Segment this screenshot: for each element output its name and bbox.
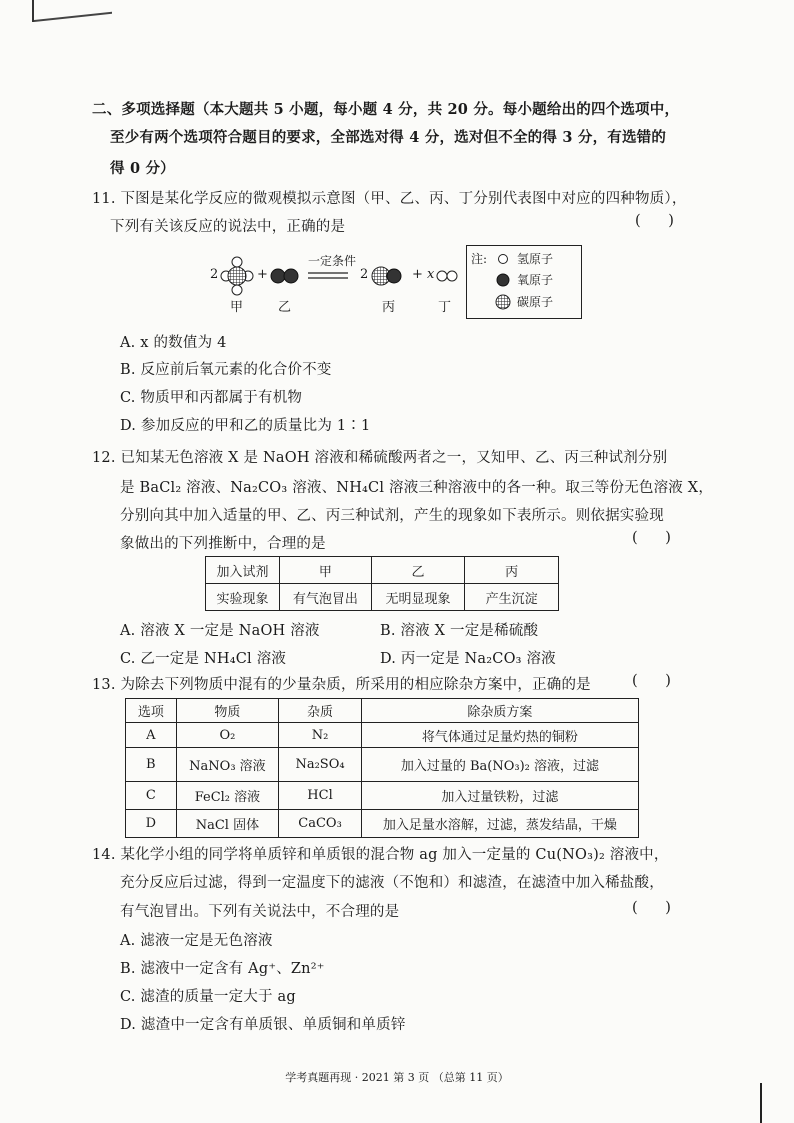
q14-stem-line2: 充分反应后过滤，得到一定温度下的滤液（不饱和）和滤渣，在滤渣中加入稀盐酸， <box>120 875 664 891</box>
q13-cell: O₂ <box>176 723 279 748</box>
legend-title: 注: <box>471 252 488 266</box>
q14-stem-line1: 14. 某化学小组的同学将单质锌和单质银的混合物 ag 加入一定量的 Cu(NO₃)₂ 溶液中， <box>92 847 669 863</box>
q11-stem-line1: 11. 下图是某化学反应的微观模拟示意图（甲、乙、丙、丁分别代表图中对应的四种物质）， <box>92 191 687 207</box>
oxygen-atom-icon <box>497 274 509 286</box>
q13-cell: NaCl 固体 <box>176 810 279 838</box>
q14-option-c[interactable]: C. 滤渣的质量一定大于 ag <box>120 989 296 1005</box>
reaction-condition: 一定条件 <box>308 254 357 268</box>
table-row <box>126 723 639 748</box>
q13-cell: HCl <box>279 782 362 810</box>
q12-option-c[interactable]: C. 乙一定是 NH₄Cl 溶液 <box>120 651 287 667</box>
q13-cell: A <box>126 723 177 748</box>
q12-td-bing: 产生沉淀 <box>465 584 559 611</box>
q12-th-yi: 乙 <box>371 557 465 584</box>
q12-answer-paren[interactable]: ( ) <box>632 530 671 546</box>
label-ding: 丁 <box>438 300 452 315</box>
legend-oxygen: 氧原子 <box>517 273 554 287</box>
q13-th-substance: 物质 <box>176 699 279 723</box>
molecule-jia <box>221 257 253 295</box>
q13-cell: D <box>126 810 177 838</box>
legend-icons <box>495 250 511 314</box>
plus-sign-2: + x <box>412 267 435 282</box>
q11-option-b[interactable]: B. 反应前后氧元素的化合价不变 <box>120 362 332 378</box>
q12-td-yi: 无明显现象 <box>371 584 465 611</box>
q13-cell: 加入过量铁粉，过滤 <box>361 782 638 810</box>
plus-sign-1: + <box>257 267 268 282</box>
q12-th-reagent: 加入试剂 <box>206 557 280 584</box>
q12-stem-line2: 是 BaCl₂ 溶液、Na₂CO₃ 溶液、NH₄Cl 溶液三种溶液中的各一种。取三等份无色溶液 X， <box>120 480 714 496</box>
q13-th-option: 选项 <box>126 699 177 723</box>
molecule-yi <box>271 269 298 283</box>
label-jia: 甲 <box>230 300 244 315</box>
scan-edge-mark <box>760 1083 762 1123</box>
q12-option-d[interactable]: D. 丙一定是 Na₂CO₃ 溶液 <box>380 651 556 667</box>
q14-option-d[interactable]: D. 滤渣中一定含有单质银、单质铜和单质锌 <box>120 1017 406 1033</box>
carbon-atom-icon <box>496 295 510 309</box>
q12-option-a[interactable]: A. 溶液 X 一定是 NaOH 溶液 <box>120 623 320 639</box>
q12-table-header <box>206 557 559 584</box>
q11-option-c[interactable]: C. 物质甲和丙都属于有机物 <box>120 390 303 406</box>
q13-table <box>125 698 639 838</box>
molecule-ding <box>437 271 457 281</box>
table-row <box>206 584 559 611</box>
q12-stem-line1: 12. 已知某无色溶液 X 是 NaOH 溶液和稀硫酸两者之一，又知甲、乙、丙三种试剂分别 <box>92 450 668 466</box>
page-corner-mark <box>32 0 114 22</box>
q13-cell: C <box>126 782 177 810</box>
q12-td-phenomenon: 实验现象 <box>206 584 280 611</box>
coef-jia: 2 <box>210 267 219 282</box>
q11-reaction-diagram <box>200 246 470 326</box>
q13-cell: 将气体通过足量灼热的铜粉 <box>361 723 638 748</box>
coef-bing: 2 <box>360 267 369 282</box>
q11-legend-box <box>466 245 582 319</box>
hydrogen-atom-icon <box>499 255 508 264</box>
section-title-line2: 至少有两个选项符合题目的要求，全部选对得 4 分，选对但不全的得 3 分，有选错的 <box>110 129 667 146</box>
q13-table-header <box>126 699 639 723</box>
q13-stem-line1: 13. 为除去下列物质中混有的少量杂质，所采用的相应除杂方案中，正确的是 <box>92 677 591 693</box>
q13-cell: 加入足量水溶解，过滤，蒸发结晶，干燥 <box>361 810 638 838</box>
q11-option-d[interactable]: D. 参加反应的甲和乙的质量比为 1∶1 <box>120 418 371 434</box>
table-row <box>126 810 639 838</box>
q13-th-method: 除杂质方案 <box>361 699 638 723</box>
label-yi: 乙 <box>278 300 292 315</box>
q11-answer-paren[interactable]: ( ) <box>635 213 674 229</box>
q14-option-a[interactable]: A. 滤液一定是无色溶液 <box>120 933 273 949</box>
q13-cell: NaNO₃ 溶液 <box>176 748 279 782</box>
q13-th-impurity: 杂质 <box>279 699 362 723</box>
q14-option-b[interactable]: B. 滤液中一定含有 Ag⁺、Zn²⁺ <box>120 961 325 977</box>
section-title-line3: 得 0 分） <box>110 160 175 177</box>
q12-stem-line3: 分别向其中加入适量的甲、乙、丙三种试剂，产生的现象如下表所示。则依据实验现 <box>120 508 664 524</box>
q12-stem-line4: 象做出的下列推断中，合理的是 <box>120 536 326 552</box>
section-title-line1: 二、多项选择题（本大题共 5 小题，每小题 4 分，共 20 分。每小题给出的四个选项中， <box>92 101 680 118</box>
legend-hydrogen: 氢原子 <box>517 252 554 266</box>
q14-answer-paren[interactable]: ( ) <box>632 900 671 916</box>
q13-cell: CaCO₃ <box>279 810 362 838</box>
table-row <box>126 748 639 782</box>
q11-option-a[interactable]: A. x 的数值为 4 <box>120 335 227 351</box>
q13-cell: Na₂SO₄ <box>279 748 362 782</box>
q14-stem-line3: 有气泡冒出。下列有关说法中，不合理的是 <box>120 904 400 920</box>
q13-cell: B <box>126 748 177 782</box>
q12-option-b[interactable]: B. 溶液 X 一定是稀硫酸 <box>380 623 539 639</box>
q12-th-bing: 丙 <box>465 557 559 584</box>
q13-cell: FeCl₂ 溶液 <box>176 782 279 810</box>
label-bing: 丙 <box>382 300 396 315</box>
table-row <box>126 782 639 810</box>
q13-cell: 加入过量的 Ba(NO₃)₂ 溶液，过滤 <box>361 748 638 782</box>
page-footer: 学考真题再现 · 2021 第 3 页 （总第 11 页） <box>285 1071 509 1084</box>
q12-table <box>205 556 559 611</box>
q13-cell: N₂ <box>279 723 362 748</box>
q13-answer-paren[interactable]: ( ) <box>632 673 671 689</box>
q12-th-jia: 甲 <box>279 557 371 584</box>
q12-td-jia: 有气泡冒出 <box>279 584 371 611</box>
q11-stem-line2: 下列有关该反应的说法中，正确的是 <box>110 219 346 235</box>
legend-carbon: 碳原子 <box>517 295 554 309</box>
molecule-bing <box>372 267 401 285</box>
